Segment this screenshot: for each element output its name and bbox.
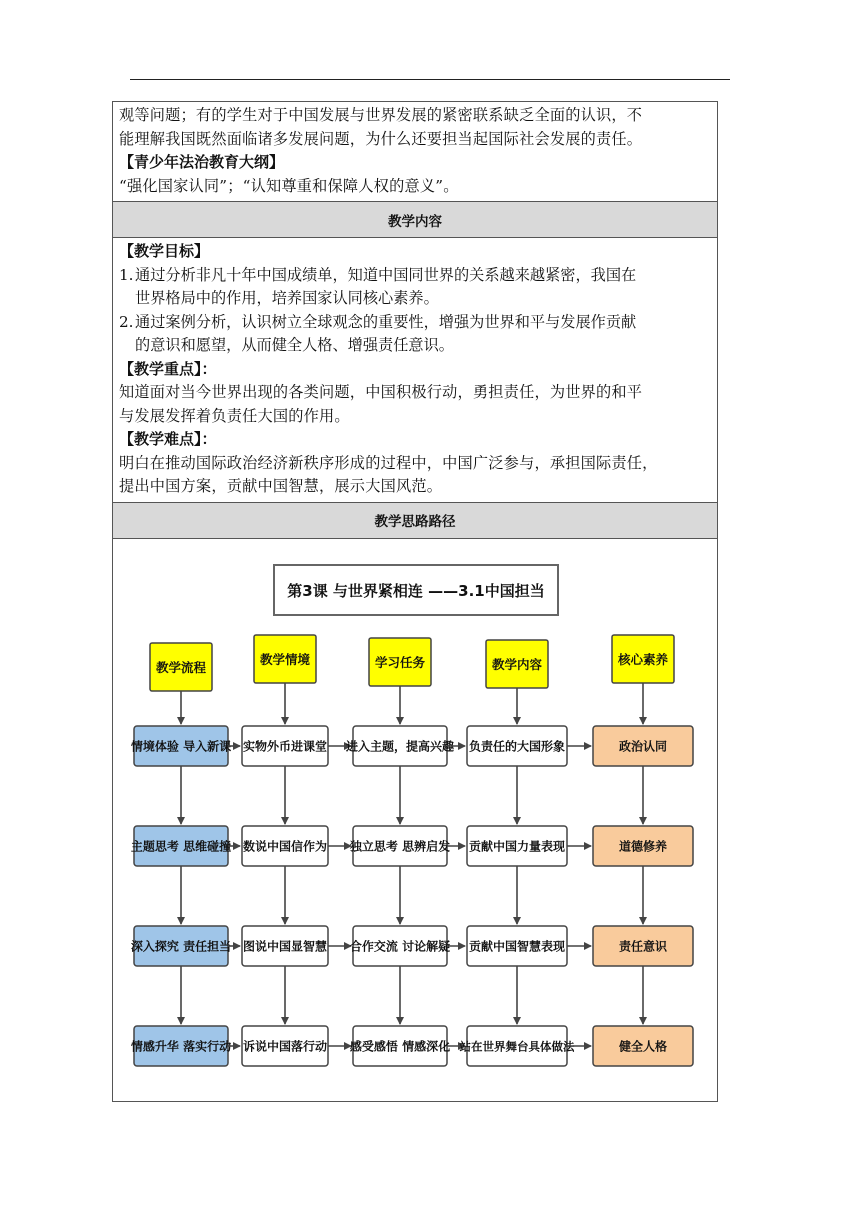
teaching-path-diagram — [113, 539, 717, 1101]
flow-step-label: 负责任的大国形象 — [468, 739, 566, 753]
key-point-line-1: 知道面对当今世界出现的各类问题，中国积极行动，勇担责任，为世界的和平 — [119, 383, 643, 401]
objective-num: 1. — [119, 265, 134, 284]
flow-step-label: 站在世界舞台具体做法 — [459, 1039, 575, 1053]
flow-step-label: 进入主题，提高兴趣 — [345, 739, 455, 753]
objective-num: 2. — [119, 312, 134, 331]
section-heading-path: 教学思路路径 — [113, 503, 717, 539]
objective-text-line: 通过分析非凡十年中国成绩单，知道中国同世界的关系越来越紧密，我国在 — [135, 265, 637, 284]
intro-line-2: 能理解我国既然面临诸多发展问题，为什么还要担当起国际社会发展的责任。 — [119, 129, 643, 148]
flow-step-label: 贡献中国智慧表现 — [468, 939, 566, 953]
flow-step-label: 情感升华 落实行动 — [130, 1039, 232, 1053]
difficulty-line-1: 明白在推动国际政治经济新秩序形成的过程中，中国广泛参与，承担国际责任， — [119, 453, 658, 472]
outline-heading: 【青少年法治教育大纲】 — [119, 153, 285, 171]
key-point-line-2: 与发展发挥着负责任大国的作用。 — [119, 406, 350, 425]
intro-cell — [113, 102, 717, 202]
content-cell — [113, 238, 717, 503]
flow-step-label: 责任意识 — [618, 939, 668, 953]
column-header-label: 教学内容 — [491, 656, 543, 672]
flow-step-label: 数说中国信作为 — [242, 839, 328, 853]
flow-step-label: 感受感悟 情感深化 — [349, 1039, 451, 1053]
diagram-title: 第3课 与世界紧相连 ——3.1中国担当 — [287, 581, 545, 600]
objective-item-1 — [119, 264, 711, 311]
flow-step-label: 诉说中国落行动 — [242, 1039, 328, 1053]
objective-text-line: 的意识和愿望，从而健全人格、增强责任意识。 — [135, 336, 454, 354]
column-header-label: 教学流程 — [155, 659, 207, 675]
flow-step-label: 主题思考 思维碰撞 — [130, 839, 232, 853]
objective-item-2 — [119, 311, 711, 358]
intro-line-1: 观等问题；有的学生对于中国发展与世界发展的紧密联系缺乏全面的认识，不 — [119, 106, 643, 124]
difficulty-line-2: 提出中国方案，贡献中国智慧，展示大国风范。 — [119, 477, 443, 495]
column-header-label: 核心素养 — [617, 651, 669, 667]
flow-step-label: 健全人格 — [618, 1039, 668, 1053]
flowchart — [113, 539, 717, 1101]
header-rule — [130, 79, 730, 80]
objective-text-line: 世界格局中的作用，培养国家认同核心素养。 — [135, 289, 439, 307]
outline-text: “强化国家认同”；“认知尊重和保障人权的意义”。 — [119, 176, 459, 195]
flow-step-label: 政治认同 — [618, 739, 668, 753]
objectives-heading: 【教学目标】 — [119, 242, 210, 260]
flow-step-label: 合作交流 讨论解疑 — [349, 939, 451, 953]
objective-text-line: 通过案例分析，认识树立全球观念的重要性，增强为世界和平与发展作贡献 — [135, 312, 637, 331]
key-point-heading: 【教学重点】： — [119, 359, 217, 378]
lesson-plan-table — [112, 101, 718, 1102]
flow-step-label: 独立思考 思辨启发 — [349, 839, 451, 853]
section-heading-content: 教学内容 — [113, 202, 717, 238]
flow-step-label: 情境体验 导入新课 — [130, 739, 232, 753]
flow-step-label: 实物外币进课堂 — [242, 739, 328, 753]
column-header-label: 教学情境 — [259, 651, 311, 667]
difficulty-heading: 【教学难点】： — [119, 430, 217, 448]
flow-step-label: 图说中国显智慧 — [242, 939, 328, 953]
column-header-label: 学习任务 — [374, 654, 426, 670]
flow-step-label: 深入探究 责任担当 — [130, 939, 232, 953]
flow-step-label: 道德修养 — [618, 839, 668, 853]
flow-step-label: 贡献中国力量表现 — [468, 839, 566, 853]
